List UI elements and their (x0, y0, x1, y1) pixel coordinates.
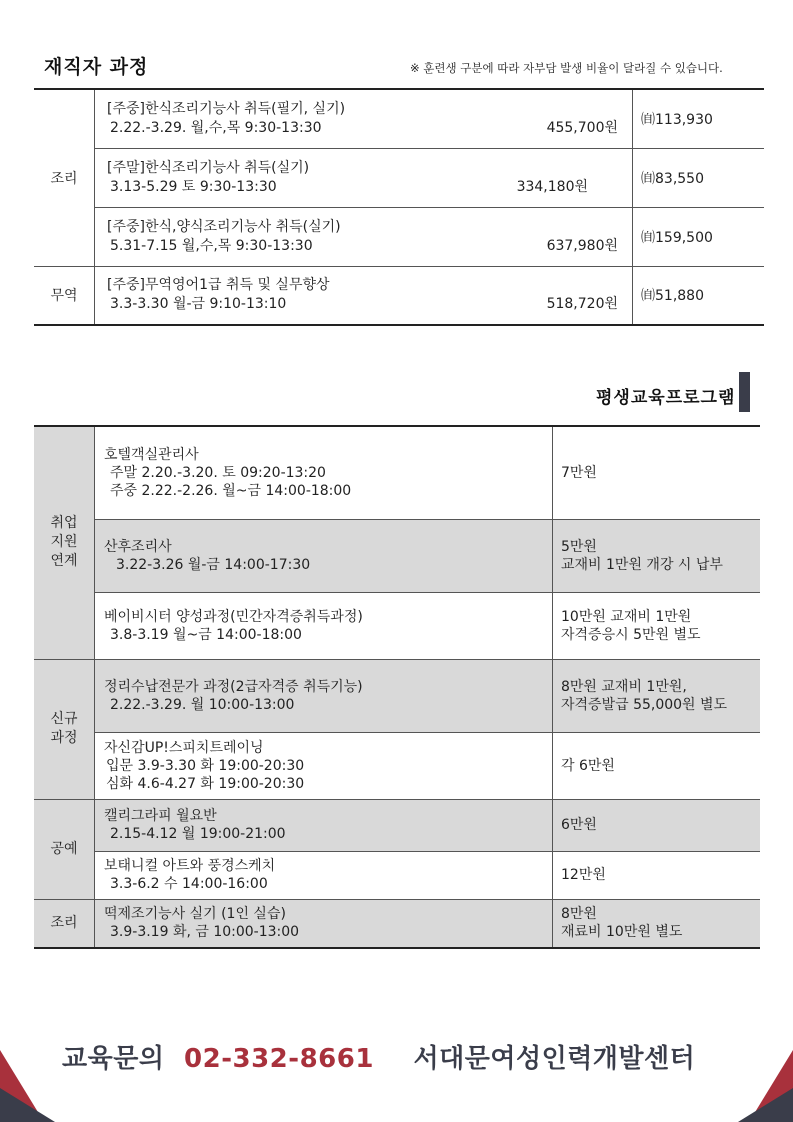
section-note: ※ 훈련생 구분에 따라 자부담 발생 비율이 달라질 수 있습니다. (410, 61, 723, 75)
course-schedule: 심화 4.6-4.27 화 19:00-20:30 (106, 775, 305, 792)
section-title-incumbent: 재직자 과정 (44, 56, 149, 78)
self-pay-cell: ㉂51,880 (633, 266, 765, 325)
category-line: 과정 (50, 730, 78, 746)
course-schedule: 2.15-4.12 월 19:00-21:00 (110, 826, 286, 842)
fee-line: 자격증응시 5만원 별도 (561, 626, 701, 643)
contact-phone: 02-332-8661 (184, 1044, 374, 1074)
fee-line: 12만원 (561, 867, 606, 883)
category-cell: 조리 (34, 89, 95, 266)
course-schedule: 5.31-7.15 월,수,목 9:30-13:30 (110, 237, 313, 254)
category-line: 지원 (50, 534, 78, 551)
organization-name: 서대문여성인력개발센터 (413, 1044, 696, 1074)
fee-line: 재료비 10만원 별도 (561, 924, 683, 941)
category-line: 취업 (50, 515, 78, 532)
course-schedule: 2.22.-3.29. 월,수,목 9:30-13:30 (110, 119, 322, 136)
footer-contact (62, 1038, 695, 1075)
course-name: 떡제조기능사 실기 (1인 실습) (104, 906, 286, 923)
course-name: 자신감UP!스피치트레이닝 (104, 739, 264, 756)
fee-line: 각 6만원 (561, 757, 615, 774)
self-pay-cell: ㉂83,550 (633, 148, 765, 207)
self-pay-cell: ㉂159,500 (633, 207, 765, 266)
course-name: [주중]무역영어1급 취득 및 실무향상 (107, 277, 330, 294)
course-name: [주중]한식,양식조리기능사 취득(실기) (107, 218, 341, 235)
course-name: [주말]한식조리기능사 취득(실기) (107, 159, 310, 176)
course-schedule: 3.3-6.2 수 14:00-16:00 (110, 876, 268, 892)
course-name: [주중]한식조리기능사 취득(필기, 실기) (107, 100, 346, 117)
course-schedule: 3.9-3.19 화, 금 10:00-13:00 (110, 924, 300, 941)
course-schedule: 입문 3.9-3.30 화 19:00-20:30 (106, 757, 305, 774)
fee-line: 10만원 교재비 1만원 (561, 608, 692, 625)
course-schedule: 주중 2.22.-2.26. 월~금 14:00-18:00 (110, 482, 352, 499)
course-schedule: 3.13-5.29 토 9:30-13:30 (110, 178, 277, 195)
fee-line: 교재비 1만원 개강 시 납부 (561, 556, 723, 573)
category-line: 조리 (50, 914, 78, 931)
fee-line: 5만원 (561, 538, 597, 555)
fee-line: 8만원 교재비 1만원, (561, 678, 687, 695)
fee-line: 7만원 (561, 464, 597, 481)
course-price: 637,980원 (546, 237, 618, 254)
course-name: 호텔객실관리사 (104, 446, 199, 463)
category-cell: 무역 (34, 266, 95, 325)
course-price: 455,700원 (546, 119, 618, 136)
fee-line: 6만원 (561, 817, 597, 833)
fee-line: 자격증발급 55,000원 별도 (561, 696, 728, 713)
course-schedule: 2.22.-3.29. 월 10:00-13:00 (110, 696, 295, 713)
course-price: 518,720원 (546, 296, 618, 313)
course-name: 정리수납전문가 과정(2급자격증 취득기능) (104, 678, 363, 695)
section-title-lifelong: 평생교육프로그램 (596, 388, 736, 408)
fee-line: 8만원 (561, 906, 597, 923)
category-line: 연계 (50, 553, 78, 570)
course-name: 보태니컬 아트와 풍경스케치 (104, 858, 276, 874)
course-schedule: 3.8-3.19 월~금 14:00-18:00 (110, 626, 302, 643)
course-name: 캘리그라피 월요반 (104, 808, 217, 824)
course-schedule: 3.3-3.30 월-금 9:10-13:10 (110, 296, 287, 313)
course-name: 산후조리사 (104, 538, 172, 555)
self-pay-cell: ㉂113,930 (633, 89, 765, 148)
course-price: 334,180원 (516, 178, 588, 195)
category-line: 신규 (50, 711, 78, 727)
course-schedule: 3.22-3.26 월-금 14:00-17:30 (116, 556, 311, 573)
course-name: 베이비시터 양성과정(민간자격증취득과정) (104, 608, 363, 625)
contact-label: 교육문의 (62, 1044, 165, 1074)
course-schedule: 주말 2.20.-3.20. 토 09:20-13:20 (110, 464, 326, 481)
category-line: 공예 (50, 840, 78, 857)
